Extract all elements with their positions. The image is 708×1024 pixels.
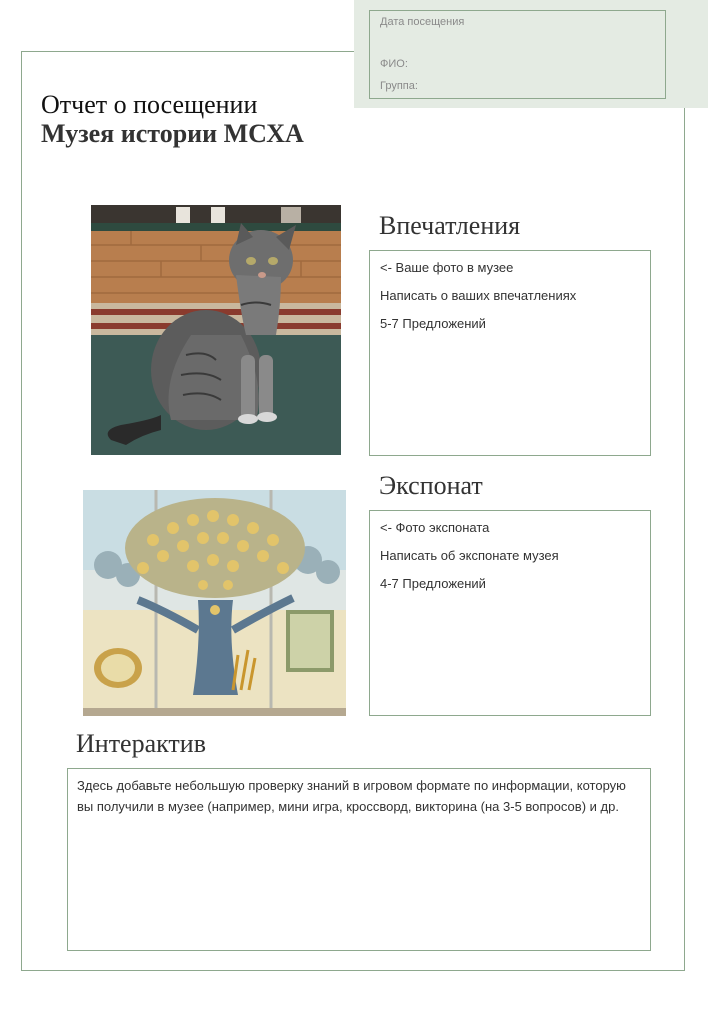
museum-title: Музея истории МСХА	[41, 119, 304, 148]
impressions-hint-photo: <- Ваше фото в музее	[380, 260, 514, 275]
impressions-hint-length: 5-7 Предложений	[380, 316, 486, 331]
interactive-text-box[interactable]	[67, 768, 651, 951]
visit-date-label: Дата посещения	[380, 16, 465, 28]
exhibit-hint-photo: <- Фото экспоната	[380, 520, 490, 535]
interactive-instructions: Здесь добавьте небольшую проверку знаний в игровом формате по информации, которую вы получили в музее (например, мини игра, кроссворд, викторина (на 3-5 вопросов) и др.	[77, 778, 626, 814]
group-label: Группа:	[380, 80, 418, 92]
impressions-hint-write: Написать о ваших впечатлениях	[380, 288, 577, 303]
name-label: ФИО:	[380, 58, 408, 70]
exhibit-text-box[interactable]	[369, 510, 651, 716]
visitor-photo	[91, 205, 341, 455]
impressions-heading: Впечатления	[379, 211, 521, 240]
exhibit-heading: Экспонат	[379, 471, 483, 500]
impressions-text-box[interactable]	[369, 250, 651, 456]
interactive-heading: Интерактив	[76, 729, 206, 758]
exhibit-hint-length: 4-7 Предложений	[380, 576, 486, 591]
exhibit-hint-write: Написать об экспонате музея	[380, 548, 559, 563]
exhibit-photo	[83, 490, 346, 716]
report-title: Отчет о посещении	[41, 90, 258, 119]
